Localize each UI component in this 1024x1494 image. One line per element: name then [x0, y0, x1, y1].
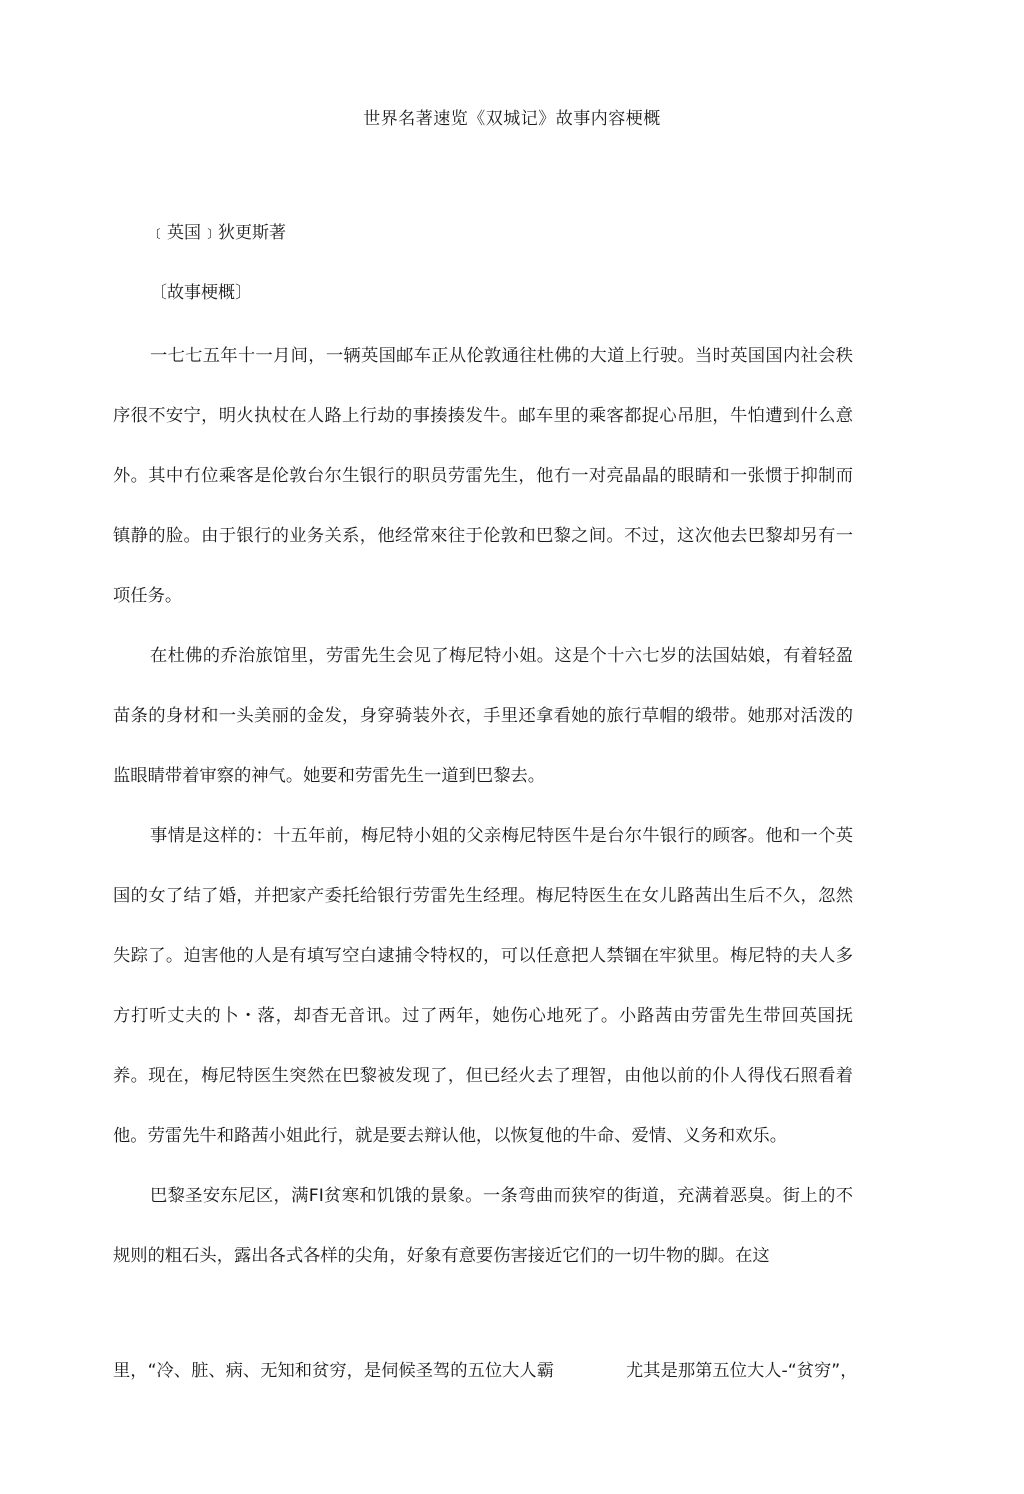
last-line-left: 里，“冷、脏、病、无知和贫穷，是伺候圣驾的五位大人霸 [113, 1361, 554, 1381]
paragraph: 在杜佛的乔治旅馆里，劳雷先生会见了梅尼特小姐。这是个十六七岁的法国姑娘，有着轻盈苗条的身材和一头美丽的金发，身穿骑装外衣，手里还拿看她的旅行草帽的缎带。她那对活泼的监眼睛带着审察的神气。她要和劳雷先生一道到巴黎去。 [113, 646, 853, 786]
paragraph: 巴黎圣安东尼区，满FI贫寒和饥饿的景象。一条弯曲而狭窄的街道，充满着恶臭。街上的不规则的粗石头，露出各式各样的尖角，好象有意要伤害接近它们的一切牛物的脚。在这 [113, 1186, 853, 1266]
author-line: ﹝英国﹞狄更斯著 [150, 223, 286, 243]
document-title: 世界名著速览《双城记》故事内容梗概 [363, 109, 661, 129]
paragraph: 事情是这样的：十五年前，梅尼特小姐的父亲梅尼特医牛是台尔牛银行的顾客。他和一个英国的女了结了婚，并把家产委托给银行劳雷先生经理。梅尼特医生在女儿路茜出生后不久，忽然失踪了。迫害他的人是有填写空白逮捕令特权的，可以任意把人禁锢在牢狱里。梅尼特的夫人多方打听丈夫的卜・落，却杳无音讯。过了两年，她伤心地死了。小路茜由劳雷先生带回英国抚养。现在，梅尼特医生突然在巴黎被发现了，但已经火去了理智，由他以前的仆人得伐石照看着他。劳雷先牛和路茜小姐此行，就是要去辩认他，以恢复他的牛命、爱情、义务和欢乐。 [113, 826, 853, 1146]
paragraph: 一七七五年十一月间，一辆英国邮车正从伦敦通往杜佛的大道上行驶。当时英国国内社会秩序很不安宁，明火执杖在人路上行劫的事揍揍发牛。邮车里的乘客都捉心吊胆，牛怕遭到什么意外。其中冇位乘客是伦敦台尔生银行的职员劳雷先生，他冇一对亮晶晶的眼睛和一张惯于抑制而镇静的脸。由于银行的业务关系，他经常來往于伦敦和巴黎之间。不过，这次他去巴黎却另有一项任务。 [113, 346, 853, 606]
paragraph-last-line [113, 1341, 858, 1401]
body-text [113, 326, 913, 1286]
last-line-right: 尤其是那第五位大人-“贫穷”， [626, 1361, 858, 1381]
summary-label: 〔故事梗概〕 [150, 283, 252, 303]
